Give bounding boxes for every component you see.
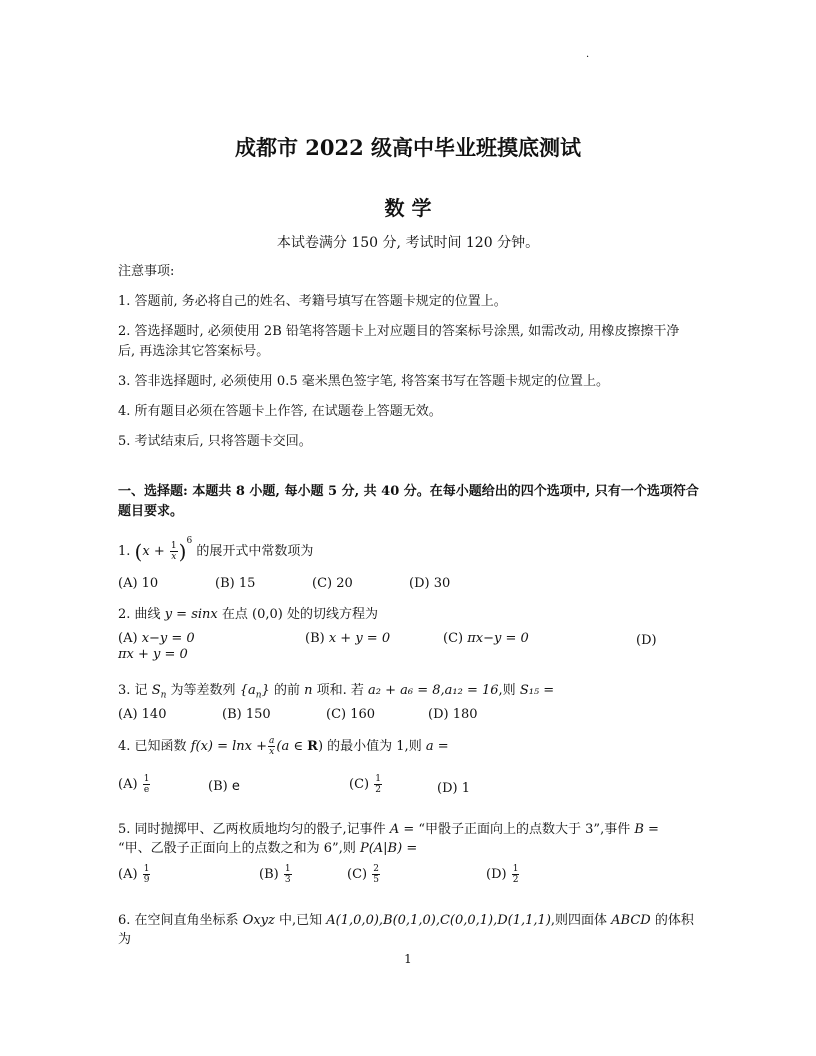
q3-option-a: (A) 140 [118, 707, 167, 722]
q3-option-c: (C) 160 [326, 707, 376, 722]
q1-option-d: (D) 30 [409, 576, 451, 591]
notes-heading: 注意事项: [118, 264, 175, 279]
q4-option-c: (C) $\frac{1}{2}$ [349, 774, 381, 795]
q1-expression: (x + $\frac{1}{x}$ )$^6$ [134, 536, 193, 564]
exam-info: 本试卷满分 150 分, 考试时间 120 分钟。 [276, 235, 540, 251]
q3-an: $\{a_n\}$ [239, 683, 270, 701]
q5-option-b: (B) $\frac{1}{3}$ [259, 864, 291, 885]
q4-function: f(x) = lnx + $\frac{a}{x}$ (a ∈ R) [190, 736, 324, 757]
exam-title: 成都市 2022 级高中毕业班摸底测试 [234, 135, 582, 160]
q6-points: A(1,0,0),B(0,1,0),C(0,0,1),D(1,1,1) [326, 913, 551, 928]
section-heading: 一、选择题: 本题共 8 小题, 每小题 5 分, 共 40 分。在每小题给出的四个选项中, 只有一个选项符合题目要求。 [118, 484, 699, 519]
note-item: 3. 答非选择题时, 必须使用 0.5 毫米黑色签字笔, 将答案书写在答题卡规定的位置上。 [118, 374, 610, 389]
question-2: 2. 曲线 y = sinx 在点 (0,0) 处的切线方程为 [118, 607, 379, 622]
q4-option-b: (B) e [208, 779, 240, 794]
q5-option-c: (C) $\frac{2}{5}$ [347, 864, 379, 885]
q1-text: 的展开式中常数项为 [196, 544, 314, 559]
note-item: 1. 答题前, 务必将自己的姓名、考籍号填写在答题卡规定的位置上。 [118, 294, 507, 309]
q3-ask: S₁₅ = [519, 683, 555, 698]
note-item: 2. 答选择题时, 必须使用 2B 铅笔将答题卡上对应题目的答案标号涂黑, 如需改动, 用橡皮擦擦干净后, 再选涂其它答案标号。 [118, 324, 680, 359]
q2-point: (0,0) [252, 607, 283, 622]
note-item: 5. 考试结束后, 只将答题卡交回。 [118, 434, 312, 449]
q1-option-a: (A) 10 [118, 576, 159, 591]
q3-option-d: (D) 180 [428, 707, 478, 722]
note-item: 4. 所有题目必须在答题卡上作答, 在试题卷上答题无效。 [118, 404, 442, 419]
q2-curve: y = sinx [164, 607, 218, 622]
page-mark: · [586, 52, 590, 63]
q5-option-a: (A) $\frac{1}{9}$ [118, 864, 150, 885]
q1-option-b: (B) 15 [215, 576, 256, 591]
question-4: 4. 已知函数 f(x) = lnx + $\frac{a}{x}$ (a ∈ R) 的最小值为 1,则 a = [118, 736, 449, 757]
q2-option-b: (B) x + y = 0 [305, 631, 391, 646]
question-5-line-1: 5. 同时抛掷甲、乙两枚质地均匀的骰子,记事件 A = “甲骰子正面向上的点数大于 3”,事件 B = [118, 822, 659, 837]
question-5-line-2: “甲、乙骰子正面向上的点数之和为 6”,则 P(A|B) = [118, 841, 418, 856]
q4-option-d: (D) 1 [437, 781, 470, 796]
q5-option-d: (D) $\frac{1}{2}$ [486, 864, 519, 885]
q1-number: 1. [118, 544, 131, 559]
q2-option-c: (C) πx−y = 0 [443, 631, 529, 646]
page-number: 1 [404, 952, 412, 966]
q3-option-b: (B) 150 [222, 707, 271, 722]
q1-option-c: (C) 20 [312, 576, 353, 591]
q3-condition: a₂ + a₆ = 8,a₁₂ = 16 [368, 683, 499, 698]
q2-option-d-label: (D) [636, 633, 657, 648]
question-1 [118, 528, 313, 565]
q2-option-d-eq: πx + y = 0 [118, 647, 188, 662]
question-3: 3. 记 $S_n$ 为等差数列 $\{a_n\}$ 的前 n 项和. 若 a₂ + a₆ = 8,a₁₂ = 16,则 S₁₅ = [118, 683, 555, 701]
q4-option-a: (A) $\frac{1}{e}$ [118, 774, 150, 795]
question-6: 6. 在空间直角坐标系 Oxyz 中,已知 A(1,0,0),B(0,1,0),C(0,0,1),D(1,1,1),则四面体 ABCD 的体积为 [118, 913, 694, 947]
subject-title: 数 学 [384, 196, 432, 220]
q3-sn: $S_n$ [151, 683, 167, 701]
q2-option-a: (A) x−y = 0 [118, 631, 195, 646]
